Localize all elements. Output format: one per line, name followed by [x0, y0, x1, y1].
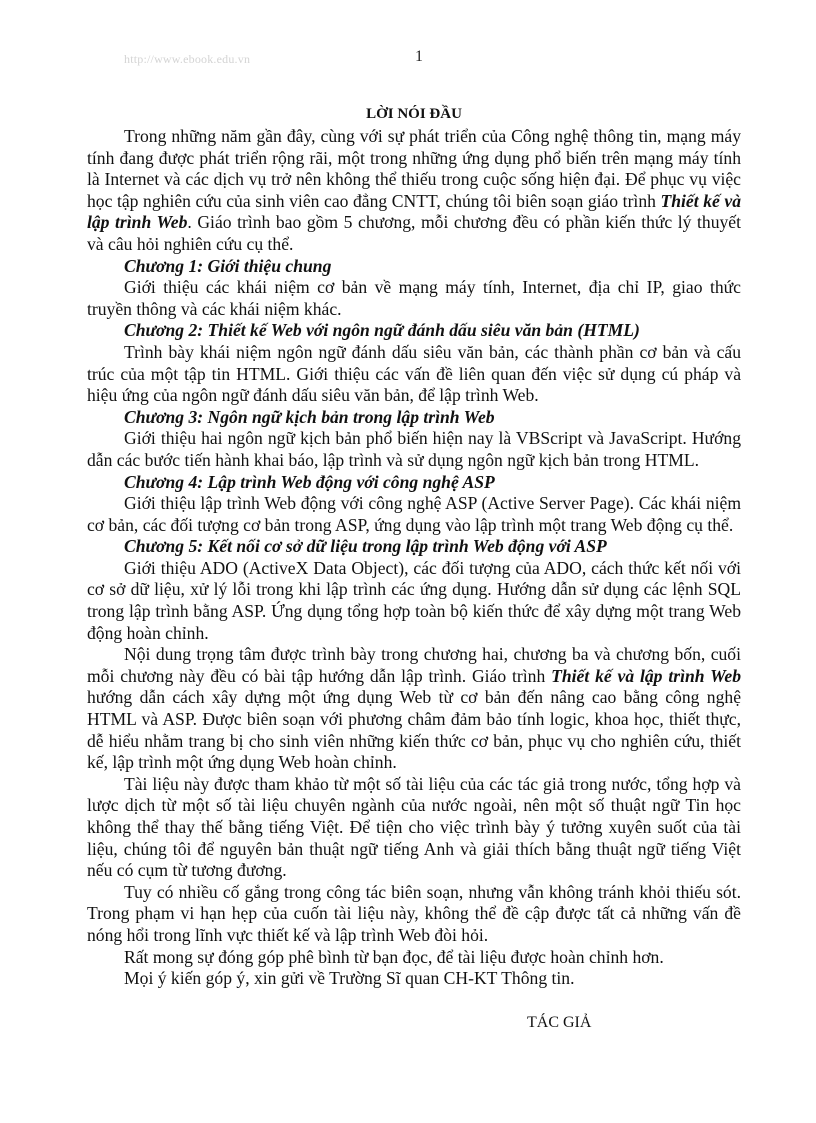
chapter-2-description: Trình bày khái niệm ngôn ngữ đánh dấu siêu văn bản, các thành phần cơ bản và cấu trúc của một tập tin HTML. Giới thiệu các vấn đề liên quan đến việc sử dụng cú pháp và hiệu ứng của ngôn ngữ đánh dấu siêu văn bản, để lập trình Web.: [87, 341, 741, 406]
page-title: LỜI NÓI ĐẦU: [366, 106, 462, 122]
document-body: [87, 104, 741, 1033]
chapter-4-description: Giới thiệu lập trình Web động với công nghệ ASP (Active Server Page). Các khái niệm cơ bản, các đối tượng cơ bản trong ASP, ứng dụng vào lập trình một trang Web động cụ thể.: [87, 493, 741, 535]
chapter-3-description: Giới thiệu hai ngôn ngữ kịch bản phổ biến hiện nay là VBScript và JavaScript. Hướng dẫn các bước tiến hành khai báo, lập trình và sử dụng ngôn ngữ kịch bản trong HTML.: [87, 428, 741, 470]
chapter-3-heading: Chương 3: Ngôn ngữ kịch bản trong lập trình Web: [124, 406, 495, 427]
page-header: [124, 48, 740, 70]
chapter-4-heading: Chương 4: Lập trình Web động với công nghệ ASP: [124, 471, 495, 492]
contact-paragraph: Mọi ý kiến góp ý, xin gửi về Trường Sĩ quan CH-KT Thông tin.: [124, 968, 575, 989]
intro-paragraph: Trong những năm gần đây, cùng với sự phát triển của Công nghệ thông tin, mạng máy tính đang được phát triển rộng rãi, một trong những ứng dụng phổ biến trên mạng máy tính là Internet và các dịch vụ trở nên không thể thiếu trong cuộc sống hiện đại. Để phục vụ việc học tập nghiên cứu của sinh viên cao đẳng CNTT, chúng tôi biên soạn giáo trình Thiết kế và lập trình Web. Giáo trình bao gồm 5 chương, mỗi chương đều có phần kiến thức lý thuyết và câu hỏi nghiên cứu cụ thể.: [87, 126, 741, 254]
request-paragraph: Rất mong sự đóng góp phê bình từ bạn đọc, để tài liệu được hoàn chỉnh hơn.: [124, 946, 664, 967]
book-title-emphasis: Thiết kế và lập trình Web: [551, 665, 742, 686]
chapter-2-heading: Chương 2: Thiết kế Web với ngôn ngữ đánh dấu siêu văn bản (HTML): [124, 320, 640, 341]
book-title-emphasis: Thiết kế và lập trình Web: [87, 190, 741, 233]
page-number: 1: [415, 48, 423, 65]
focus-paragraph: Nội dung trọng tâm được trình bày trong chương hai, chương ba và chương bốn, cuối mỗi chương này đều có bài tập hướng dẫn lập trình. Giáo trình Thiết kế và lập trình Web hướng dẫn cách xây dựng một ứng dụng Web từ cơ bản đến nâng cao bằng công nghệ HTML và ASP. Được biên soạn với phương châm đảm bảo tính logic, khoa học, thiết thực, dễ hiểu nhằm trang bị cho sinh viên những kiến thức cơ bản, phục vụ cho nghiên cứu, thiết kế, lập trình một ứng dụng Web hoàn chỉnh.: [87, 644, 742, 773]
references-paragraph: Tài liệu này được tham khảo từ một số tài liệu của các tác giả trong nước, tổng hợp và lược dịch từ một số tài liệu chuyên ngành của nước ngoài, nên một số thuật ngữ Tin học không thể thay thế bằng tiếng Việt. Để tiện cho việc trình bày ý tưởng xuyên suốt của tài liệu, chúng tôi để nguyên bản thuật ngữ tiếng Anh và giải thích bằng thuật ngữ tiếng Việt nếu có cụm từ tương đương.: [87, 773, 741, 881]
chapter-5-heading: Chương 5: Kết nối cơ sở dữ liệu trong lập trình Web động với ASP: [124, 536, 607, 557]
chapter-5-description: Giới thiệu ADO (ActiveX Data Object), các đối tượng của ADO, cách thức kết nối với cơ sở dữ liệu, xử lý lỗi trong khi lập trình các ứng dụng. Hướng dẫn sử dụng các lệnh SQL trong lập trình bằng ASP. Ứng dụng tổng hợp toàn bộ kiến thức để xây dựng một trang Web động hoàn chỉnh.: [87, 557, 741, 643]
watermark-url: http://www.ebook.edu.vn: [124, 52, 251, 66]
chapter-1-heading: Chương 1: Giới thiệu chung: [124, 255, 332, 276]
limitations-paragraph: Tuy có nhiều cố gắng trong công tác biên soạn, nhưng vẫn không tránh khỏi thiếu sót. Trong phạm vi hạn hẹp của cuốn tài liệu này, không thể đề cập được tất cả những vấn đề nóng hổi trong lĩnh vực thiết kế và lập trình Web đòi hỏi.: [87, 881, 741, 945]
author-signature: TÁC GIẢ: [527, 1013, 592, 1031]
chapter-1-description: Giới thiệu các khái niệm cơ bản về mạng máy tính, Internet, địa chỉ IP, giao thức truyền thông và các khái niệm khác.: [87, 277, 741, 319]
